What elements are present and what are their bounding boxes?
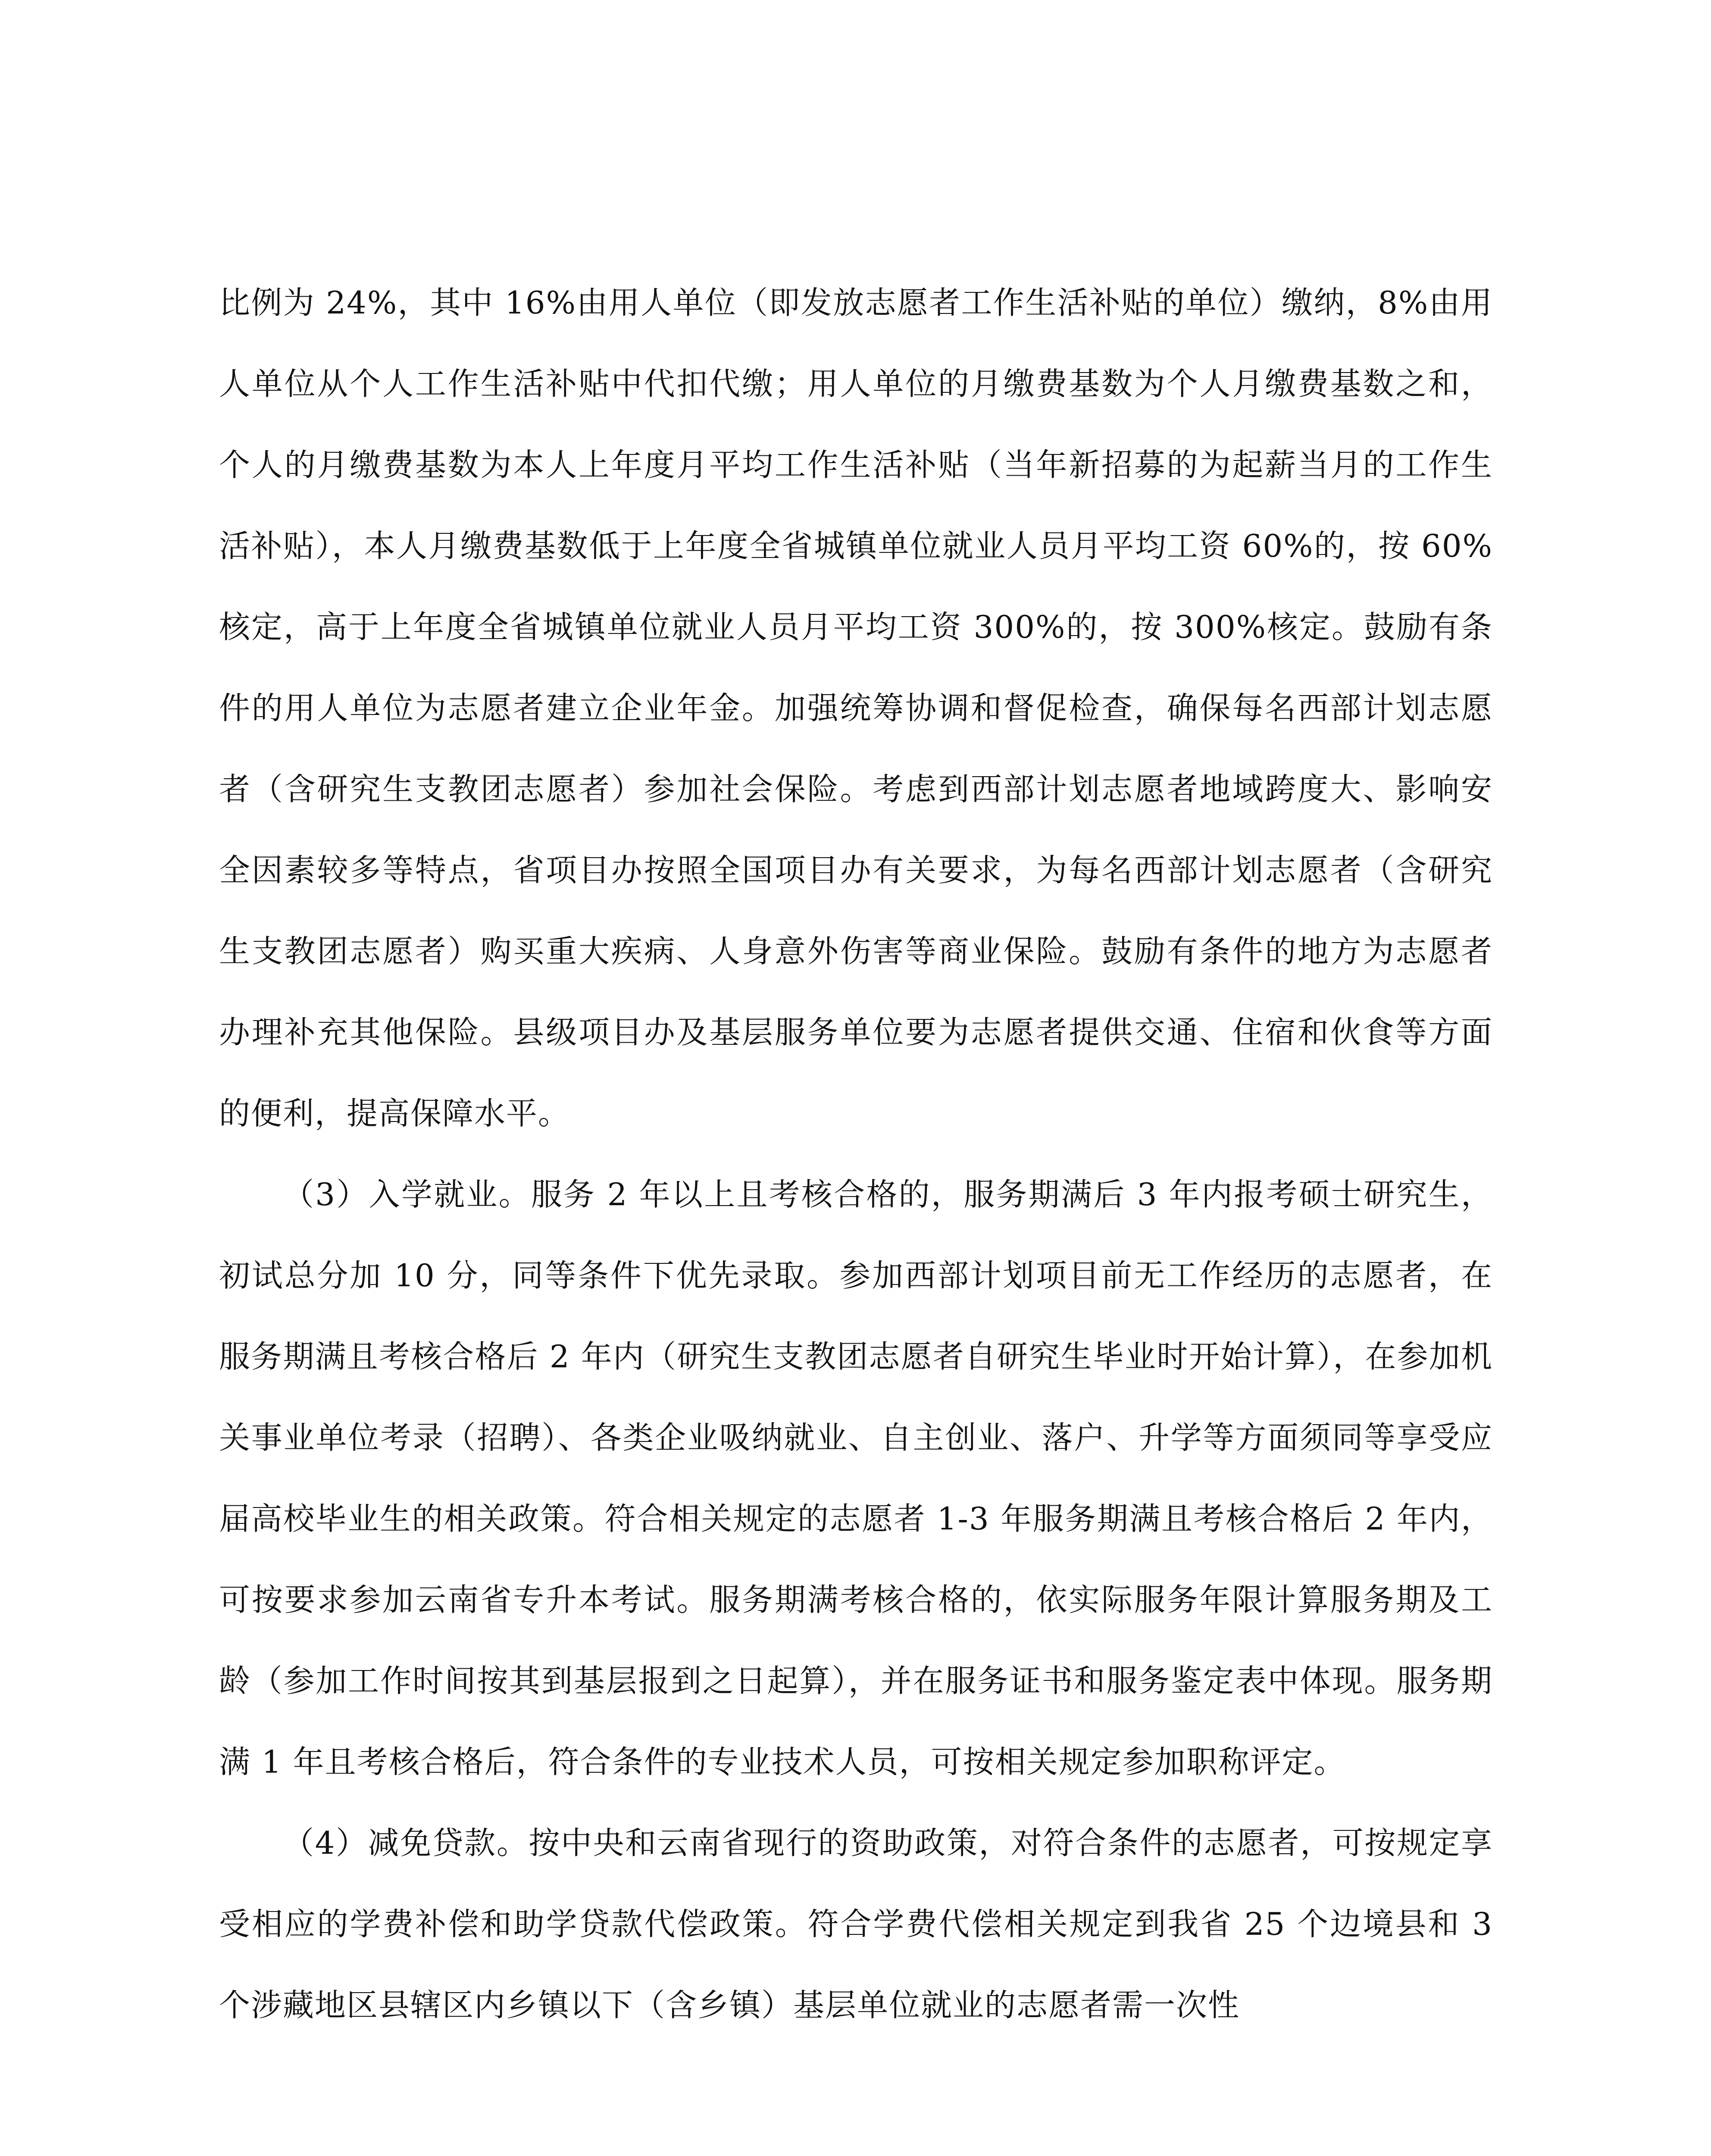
body-text — [219, 262, 1504, 2046]
paragraph-loan-reduction: （4）减免贷款。按中央和云南省现行的资助政策，对符合条件的志愿者，可按规定享受相应的学费补偿和助学贷款代偿政策。符合学费代偿相关规定到我省 25 个边境县和 3 个涉藏地区县辖区内乡镇以下（含乡镇）基层单位就业的志愿者需一次性 — [219, 1825, 1504, 2023]
paragraph-enrollment-employment: （3）入学就业。服务 2 年以上且考核合格的，服务期满后 3 年内报考硕士研究生，初试总分加 10 分，同等条件下优先录取。参加西部计划项目前无工作经历的志愿者，在服务期满且考核合格后 2 年内（研究生支教团志愿者自研究生毕业时开始计算），在参加机关事业单位考录（招聘）、各类企业吸纳就业、自主创业、落户、升学等方面须同等享受应届高校毕业生的相关政策。符合相关规定的志愿者 1-3 年服务期满且考核合格后 2 年内，可按要求参加云南省专升本考试。服务期满考核合格的，依实际服务年限计算服务期及工龄（参加工作时间按其到基层报到之日起算），并在服务证书和服务鉴定表中体现。服务期满 1 年且考核合格后，符合条件的专业技术人员，可按相关规定参加职称评定。 — [219, 1176, 1493, 1780]
paragraph-social-insurance: 比例为 24%，其中 16%由用人单位（即发放志愿者工作生活补贴的单位）缴纳，8%由用人单位从个人工作生活补贴中代扣代缴；用人单位的月缴费基数为个人月缴费基数之和，个人的月缴费基数为本人上年度月平均工作生活补贴（当年新招募的为起薪当月的工作生活补贴），本人月缴费基数低于上年度全省城镇单位就业人员月平均工资 60%的，按 60%核定，高于上年度全省城镇单位就业人员月平均工资 300%的，按 300%核定。鼓励有条件的用人单位为志愿者建立企业年金。加强统筹协调和督促检查，确保每名西部计划志愿者（含研究生支教团志愿者）参加社会保险。考虑到西部计划志愿者地域跨度大、影响安全因素较多等特点，省项目办按照全国项目办有关要求，为每名西部计划志愿者（含研究生支教团志愿者）购买重大疾病、人身意外伤害等商业保险。鼓励有条件的地方为志愿者办理补充其他保险。县级项目办及基层服务单位要为志愿者提供交通、住宿和伙食等方面的便利，提高保障水平。 — [219, 285, 1493, 1131]
